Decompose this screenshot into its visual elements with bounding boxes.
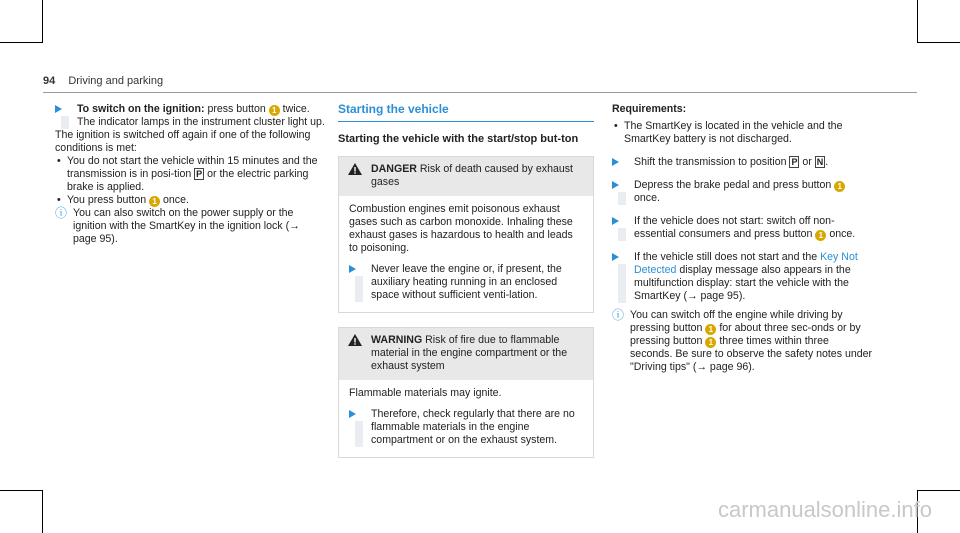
- text: You press button: [67, 194, 150, 206]
- crop-mark: [917, 0, 918, 43]
- gear-p-icon: P: [196, 169, 203, 179]
- step-bold: To switch on the ignition:: [77, 103, 205, 115]
- text: once.: [160, 194, 189, 206]
- step-arrow-icon: [612, 181, 619, 189]
- warning-header: [339, 328, 593, 380]
- step-arrow-icon: [349, 265, 356, 273]
- text: or the electric parking brake is applied.: [67, 168, 309, 193]
- gear-p-icon: P: [791, 157, 798, 167]
- page-ref-link[interactable]: page 95).: [697, 290, 746, 302]
- list-item: [612, 120, 874, 146]
- text: .: [825, 156, 829, 168]
- text: once.: [826, 228, 856, 240]
- display-message: Key Not Detected: [634, 251, 858, 276]
- crop-mark: [0, 42, 43, 43]
- step-key-not-detected: [612, 251, 874, 303]
- step-arrow-icon: [349, 410, 356, 418]
- button-1-icon: 1: [269, 105, 280, 116]
- step-shift: [612, 156, 874, 169]
- page-number: 94: [43, 75, 56, 87]
- info-icon: ⓘ: [612, 308, 625, 322]
- step-switch-on: [55, 103, 325, 129]
- header-divider: [43, 92, 917, 93]
- text: or: [799, 156, 815, 168]
- warning-body: [339, 380, 593, 457]
- column-middle: [338, 103, 594, 458]
- text: You can switch off the engine while driving by pressing button: [630, 309, 843, 334]
- reference-arrow-icon: →: [289, 220, 300, 232]
- info-note: [55, 207, 325, 246]
- warning-step: [349, 408, 583, 447]
- text: If the vehicle does not start: switch off non-essential consumers and press button: [634, 215, 835, 240]
- text: for about three sec-onds or by pressing button: [630, 322, 861, 347]
- crop-mark: [42, 490, 43, 533]
- text: Shift the transmission to position: [634, 156, 790, 168]
- warning-triangle-icon: [348, 334, 362, 346]
- list-item: [55, 155, 325, 194]
- danger-box: [338, 156, 594, 313]
- gear-n-icon: N: [816, 157, 824, 167]
- step-arrow-icon: [612, 158, 619, 166]
- warning-triangle-icon: [348, 163, 362, 175]
- text: Risk of fire due to flammable material in the engine compartment or the exhaust system: [371, 334, 568, 372]
- text: twice.: [279, 103, 310, 115]
- page-ref-link[interactable]: page 96).: [706, 361, 755, 373]
- text: Never leave the engine or, if present, the auxiliary heating running in an enclosed space without sufficient venti-lation.: [371, 263, 562, 301]
- subsection-title: Starting the vehicle with the start/stop but-ton: [338, 133, 579, 145]
- text: If the vehicle still does not start and the: [634, 251, 821, 263]
- text: Flammable materials may ignite.: [349, 387, 502, 399]
- text: Risk of death caused by exhaust gases: [371, 163, 573, 188]
- column-right: [612, 103, 874, 374]
- chapter-title: Driving and parking: [68, 75, 164, 87]
- page-ref-link[interactable]: page 95).: [73, 233, 118, 245]
- step-arrow-icon: [612, 217, 619, 225]
- danger-step: [349, 263, 583, 302]
- info-icon: ⓘ: [55, 206, 68, 220]
- text: three times within three seconds. Be sure to observe the safety notes under "Driving tips" (: [630, 335, 873, 373]
- crop-mark: [42, 0, 43, 43]
- step-arrow-icon: [55, 105, 62, 113]
- step-brake: [612, 179, 874, 205]
- reference-arrow-icon: →: [696, 361, 707, 373]
- text: Therefore, check regularly that there are no flammable materials in the engine compartment or on the exhaust system.: [371, 408, 575, 446]
- crop-mark: [0, 490, 43, 491]
- page-header: [43, 75, 163, 87]
- text: You can also switch on the power supply or the ignition with the SmartKey in the ignition lock (: [73, 207, 294, 232]
- danger-body: [339, 196, 593, 312]
- step-arrow-icon: [612, 253, 619, 261]
- warning-box: [338, 327, 594, 458]
- section-title: Starting the vehicle: [338, 103, 594, 122]
- text: press button: [204, 103, 269, 115]
- button-1-icon: 1: [815, 230, 826, 241]
- button-1-icon: 1: [705, 337, 716, 348]
- text: Depress the brake pedal and press button: [634, 179, 835, 191]
- danger-header: [339, 157, 593, 196]
- button-1-icon: 1: [705, 324, 716, 335]
- list-item: [55, 194, 325, 207]
- text: Combustion engines emit poisonous exhaust gases such as carbon monoxide. Inhaling these exhaust gases is hazardous to health and leads to poisoning.: [349, 203, 573, 254]
- crop-mark: [917, 490, 960, 491]
- crop-mark: [917, 42, 960, 43]
- danger-label: DANGER: [371, 163, 417, 175]
- text: display message also appears in the multifunction display: start the vehicle with the SmartKey (: [634, 264, 851, 302]
- button-1-icon: 1: [834, 181, 845, 192]
- text: once.: [634, 192, 660, 204]
- step-not-start: [612, 215, 874, 241]
- text: The SmartKey is located in the vehicle and the SmartKey battery is not discharged.: [624, 120, 843, 145]
- reference-arrow-icon: →: [686, 290, 698, 302]
- requirements-title: Requirements:: [612, 103, 687, 115]
- button-1-icon: 1: [149, 196, 160, 207]
- warning-label: WARNING: [371, 334, 423, 346]
- column-left: [55, 103, 325, 246]
- info-note: [612, 309, 874, 374]
- watermark: carmanualsonline.info: [717, 497, 932, 522]
- text: You do not start the vehicle within 15 minutes and the transmission is in posi-tion: [67, 155, 318, 180]
- text: The indicator lamps in the instrument cluster light up.: [77, 116, 325, 128]
- paragraph: The ignition is switched off again if one of the following conditions is met:: [55, 129, 311, 154]
